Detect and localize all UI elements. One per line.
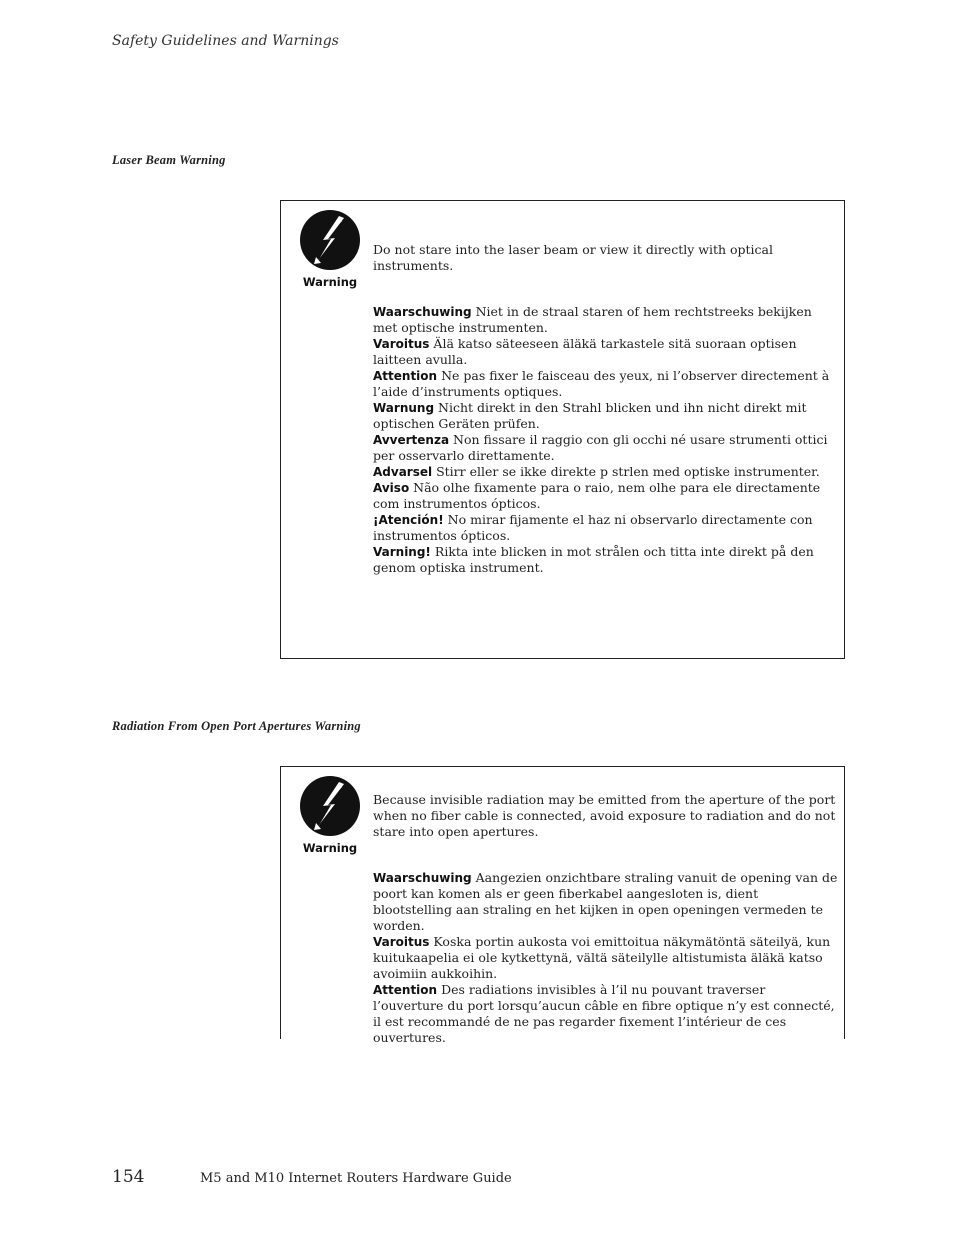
translation-language-label: ¡Atención! <box>373 513 444 527</box>
translation-item <box>373 982 838 1046</box>
section-heading-laser: Laser Beam Warning <box>112 153 226 167</box>
translation-list <box>373 870 838 1046</box>
translation-item <box>373 368 838 400</box>
translation-language-label: Warnung <box>373 401 435 415</box>
translation-language-label: Advarsel <box>373 465 433 479</box>
translation-item <box>373 480 838 512</box>
warning-content-laser <box>373 242 838 576</box>
warning-label: Warning <box>302 275 358 289</box>
warning-lead-text: Do not stare into the laser beam or view it directly with optical instruments. <box>373 242 774 273</box>
translation-text: Ne pas fixer le faisceau des yeux, ni l’observer directement à l’aide d’instruments optiques. <box>373 368 830 399</box>
translation-language-label: Varning! <box>373 545 431 559</box>
translation-text: Des radiations invisibles à l’il nu pouvant traverser l’ouverture du port lorsqu’aucun câble en fibre optique n’y est connecté, il est recommandé de ne pas regarder fixement l’intérieur de ces ouvertures. <box>373 982 835 1045</box>
warning-box-laser <box>280 200 845 659</box>
translation-language-label: Varoitus <box>373 935 430 949</box>
translation-language-label: Varoitus <box>373 337 430 351</box>
running-header: Safety Guidelines and Warnings <box>112 33 339 49</box>
warning-icon-block <box>299 775 361 855</box>
translation-item <box>373 544 838 576</box>
translation-language-label: Waarschuwing <box>373 871 472 885</box>
warning-box-radiation <box>280 766 845 1045</box>
translation-text: Rikta inte blicken in mot strålen och titta inte direkt på den genom optiska instrument. <box>373 544 814 575</box>
translation-text: Stirr eller se ikke direkte p strlen med optiske instrumenter. <box>436 464 820 479</box>
translation-language-label: Aviso <box>373 481 410 495</box>
translation-item <box>373 870 838 934</box>
translation-text: Nicht direkt in den Strahl blicken und ihn nicht direkt mit optischen Geräten prüfen. <box>373 400 807 431</box>
translation-text: Älä katso säteeseen äläkä tarkastele sitä suoraan optisen laitteen avulla. <box>373 336 797 367</box>
translation-language-label: Avvertenza <box>373 433 450 447</box>
warning-lead-text: Because invisible radiation may be emitted from the aperture of the port when no fiber cable is connected, avoid exposure to radiation and do not stare into open apertures. <box>373 792 836 839</box>
translation-language-label: Attention <box>373 369 438 383</box>
footer-book-title: M5 and M10 Internet Routers Hardware Guide <box>200 1171 512 1186</box>
translation-text: Niet in de straal staren of hem rechtstreeks bekijken met optische instrumenten. <box>373 304 812 335</box>
page-number: 154 <box>112 1167 145 1187</box>
translation-text: Aangezien onzichtbare straling vanuit de opening van de poort kan komen als er geen fiberkabel aangesloten is, dient blootstelling aan straling en het kijken in open openingen vermeden te worden. <box>373 870 838 933</box>
translation-text: No mirar fijamente el haz ni observarlo directamente con instrumentos ópticos. <box>373 512 813 543</box>
lightning-bolt-icon <box>299 209 361 271</box>
lightning-bolt-icon <box>299 775 361 837</box>
translation-list <box>373 304 838 576</box>
translation-item <box>373 934 838 982</box>
warning-icon-block <box>299 209 361 289</box>
translation-item <box>373 432 838 464</box>
warning-label: Warning <box>302 841 358 855</box>
translation-language-label: Attention <box>373 983 438 997</box>
translation-item <box>373 464 838 480</box>
translation-item <box>373 400 838 432</box>
warning-content-radiation <box>373 792 838 1046</box>
section-heading-radiation: Radiation From Open Port Apertures Warning <box>112 719 361 733</box>
translation-language-label: Waarschuwing <box>373 305 472 319</box>
translation-text: Non fissare il raggio con gli occhi né usare strumenti ottici per osservarlo direttamente. <box>373 432 828 463</box>
translation-item <box>373 336 838 368</box>
translation-text: Não olhe fixamente para o raio, nem olhe para ele directamente com instrumentos ópticos. <box>373 480 821 511</box>
translation-item <box>373 304 838 336</box>
translation-text: Koska portin aukosta voi emittoitua näkymätöntä säteilyä, kun kuitukaapelia ei ole kytkettynä, vältä säteilylle altistumista äläkä katso avoimiin aukkoihin. <box>373 934 831 981</box>
translation-item <box>373 512 838 544</box>
